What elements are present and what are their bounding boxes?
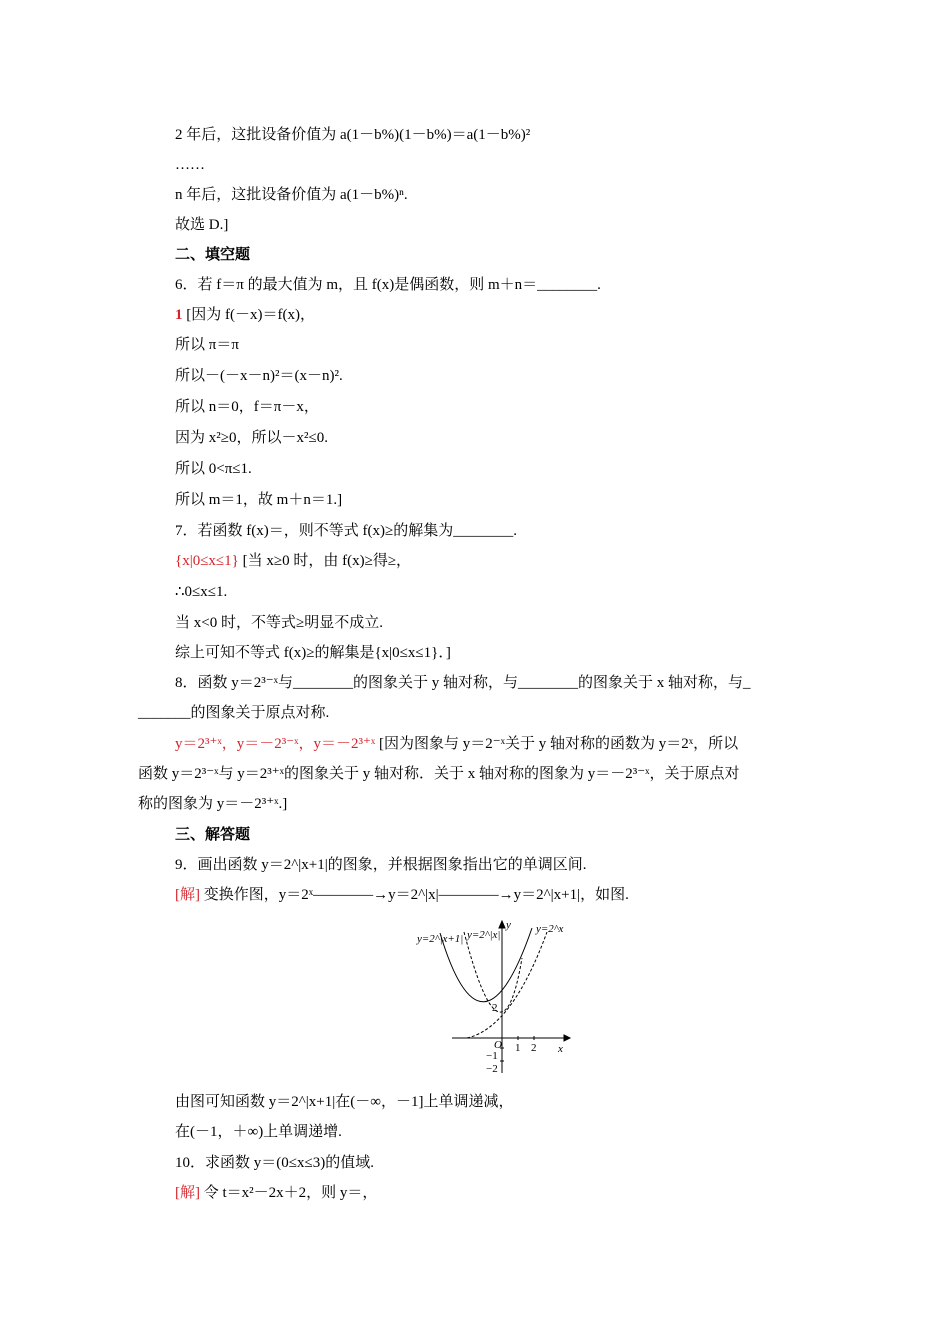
question-10: 10．求函数 y＝(0≤x≤3)的值域. <box>175 1155 374 1171</box>
x-axis-label: x <box>558 1043 563 1055</box>
solution-label: [解] <box>175 1185 200 1201</box>
answer-explanation: 变换作图，y＝2ˣ————→y＝2^|x|————→y＝2^|x+1|，如图. <box>200 887 629 903</box>
tick-label: −1 <box>486 1050 498 1062</box>
answer-explanation: 令 t＝x²－2x＋2，则 y＝， <box>200 1185 378 1201</box>
text-line: 称的图象为 y＝－2³⁺ˣ.] <box>138 796 288 812</box>
text-line: 所以 m＝1，故 m＋n＝1.] <box>175 492 343 508</box>
answer-line <box>175 885 629 905</box>
question-6: 6．若 f＝π 的最大值为 m，且 f(x)是偶函数，则 m＋n＝________. <box>175 277 601 293</box>
curve-label: y=2^x <box>536 923 564 935</box>
answer-line <box>175 734 738 754</box>
text-line: 所以 π＝π <box>175 337 239 353</box>
text-line: 所以－(－x－n)²＝(x－n)². <box>175 368 343 384</box>
section-heading: 三、解答题 <box>175 827 251 843</box>
answer-line <box>175 1183 377 1203</box>
text-line: 故选 D.] <box>175 217 229 233</box>
answer-explanation: [当 x≥0 时，由 f(x)≥得≥， <box>238 553 412 569</box>
text-line: 2 年后，这批设备价值为 a(1－b%)(1－b%)＝a(1－b%)² <box>175 127 531 143</box>
text-line: 函数 y＝2³⁻ˣ与 y＝2³⁺ˣ的图象关于 y 轴对称．关于 x 轴对称的图象为 y＝－2³⁻ˣ，关于原点对 <box>138 766 740 782</box>
answer-6: 1 <box>175 307 183 323</box>
text-line: 当 x<0 时，不等式≥明显不成立. <box>175 615 383 631</box>
text-line: 因为 x²≥0，所以－x²≤0. <box>175 430 328 446</box>
tick-label: 2 <box>492 1002 498 1014</box>
curve-label: y=2^|x+1| <box>417 933 464 945</box>
tick-label: −2 <box>486 1063 498 1075</box>
text-line: ∴0≤x≤1. <box>175 584 228 600</box>
curve-2-x <box>467 932 547 1038</box>
solution-label: [解] <box>175 887 200 903</box>
answer-explanation: [因为图象与 y＝2⁻ˣ关于 y 轴对称的函数为 y＝2ˣ，所以 <box>375 736 739 752</box>
function-graph <box>412 918 572 1078</box>
question-9: 9．画出函数 y＝2^|x+1|的图象，并根据图象指出它的单调区间. <box>175 857 587 873</box>
tick-label: 2 <box>531 1042 537 1054</box>
answer-line <box>175 305 315 325</box>
section-heading: 二、填空题 <box>175 247 251 263</box>
answer-7: {x|0≤x≤1} <box>175 553 239 569</box>
answer-explanation: [因为 f(－x)＝f(x)， <box>182 307 315 323</box>
text-line: …… <box>175 157 205 173</box>
question-8: 8．函数 y＝2³⁻ˣ与________的图象关于 y 轴对称，与________的图象关于 x 轴对称，与_ <box>175 675 751 691</box>
text-line: 所以 n＝0，f＝π－x， <box>175 399 319 415</box>
text-line: 所以 0<π≤1. <box>175 461 252 477</box>
y-axis-label: y <box>506 919 511 931</box>
text-line: 在(－1，＋∞)上单调递增. <box>175 1124 342 1140</box>
text-line: 由图可知函数 y＝2^|x+1|在(－∞，－1]上单调递减， <box>175 1094 514 1110</box>
answer-8: y＝2³⁺ˣ，y＝－2³⁻ˣ，y＝－2³⁺ˣ <box>175 736 376 752</box>
question-7: 7．若函数 f(x)＝，则不等式 f(x)≥的解集为________. <box>175 523 517 539</box>
curve-label: y=2^|x| <box>467 929 501 941</box>
y-arrow <box>499 921 505 928</box>
text-line: 综上可知不等式 f(x)≥的解集是{x|0≤x≤1}．] <box>175 645 451 661</box>
origin-label: O <box>494 1039 502 1051</box>
answer-line <box>175 551 411 571</box>
tick-label: 1 <box>515 1042 521 1054</box>
text-line: n 年后，这批设备价值为 a(1－b%)ⁿ. <box>175 187 408 203</box>
x-arrow <box>564 1035 570 1041</box>
question-8-cont: _______的图象关于原点对称. <box>138 705 330 721</box>
